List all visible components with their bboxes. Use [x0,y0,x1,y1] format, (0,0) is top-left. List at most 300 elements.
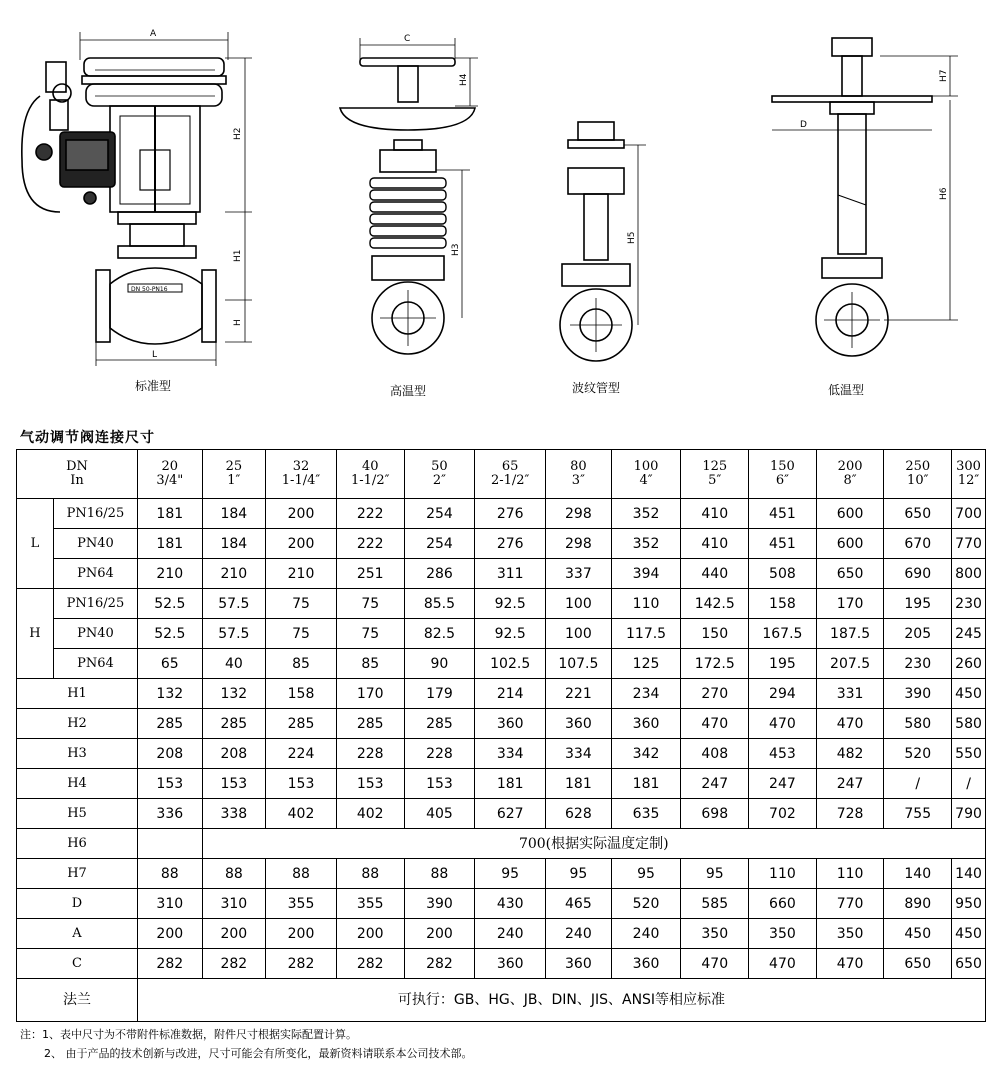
dim-h3-label: H3 [451,243,461,256]
table-row [17,889,986,919]
value-cell: 210 [137,559,202,589]
value-cell: 181 [475,769,546,799]
header-cell [611,450,681,499]
value-cell: 251 [336,559,404,589]
value-cell: 254 [404,529,475,559]
inch-value: 3/4" [156,473,184,488]
drawing-standard [22,29,252,366]
row-label: H3 [17,739,138,769]
value-cell: 153 [336,769,404,799]
table-row [17,859,986,889]
value-cell: 334 [546,739,612,769]
value-cell: 102.5 [475,649,546,679]
value-cell: 352 [611,529,681,559]
inch-value: 3″ [571,473,585,488]
value-cell: 440 [681,559,749,589]
notes [20,1025,473,1063]
value-cell: 95 [681,859,749,889]
value-cell: 210 [202,559,266,589]
value-cell: 394 [611,559,681,589]
value-cell: 200 [202,919,266,949]
value-cell: 57.5 [202,589,266,619]
dn-value: 80 [570,459,587,474]
header-cell [749,450,817,499]
table-row [17,559,986,589]
value-cell: 453 [749,739,817,769]
value-cell: 635 [611,799,681,829]
value-cell: 470 [816,949,884,979]
drawing-low-temp [772,38,958,356]
dn-value: 32 [292,459,310,474]
value-cell: 800 [952,559,986,589]
value-cell: 40 [202,649,266,679]
value-cell: 350 [681,919,749,949]
row-label: A [17,919,138,949]
value-cell: 360 [611,709,681,739]
value-cell: 107.5 [546,649,612,679]
value-cell: 698 [681,799,749,829]
header-cell [546,450,612,499]
value-cell: 88 [202,859,266,889]
pressure-label: PN16/25 [53,499,137,529]
value-cell: 650 [816,559,884,589]
value-cell: 790 [952,799,986,829]
value-cell: 360 [611,949,681,979]
dim-h7-label: H7 [939,69,949,82]
value-cell: 247 [816,769,884,799]
value-cell: 92.5 [475,619,546,649]
header-cell [336,450,404,499]
value-cell: 158 [266,679,337,709]
value-cell: 240 [546,919,612,949]
value-cell: 184 [202,499,266,529]
inch-value: 10″ [907,473,929,488]
value-cell: 285 [266,709,337,739]
header-cell [266,450,337,499]
group-label: L [17,499,54,589]
row-label: H7 [17,859,138,889]
value-cell: 153 [404,769,475,799]
value-cell: 82.5 [404,619,475,649]
dn-value: 40 [361,459,379,474]
value-cell: 600 [816,529,884,559]
table-title: 气动调节阀连接尺寸 [20,430,155,446]
dim-h4-label: H4 [459,73,469,86]
value-cell: 890 [884,889,952,919]
value-cell: 65 [137,649,202,679]
value-cell: 430 [475,889,546,919]
value-cell: / [952,769,986,799]
dim-h2-label: H2 [233,127,243,140]
value-cell: 294 [749,679,817,709]
drawing-high-temp [340,34,478,354]
value-cell: 410 [681,499,749,529]
value-cell: 150 [681,619,749,649]
value-cell: 247 [749,769,817,799]
value-cell: 408 [681,739,749,769]
value-cell: 95 [611,859,681,889]
header-cell [952,450,986,499]
value-cell: 234 [611,679,681,709]
value-cell: 276 [475,529,546,559]
value-cell: 310 [202,889,266,919]
value-cell: 181 [137,499,202,529]
inch-value: 1-1/2″ [351,473,390,488]
pressure-label: PN40 [53,619,137,649]
value-cell: 282 [336,949,404,979]
value-cell: 142.5 [681,589,749,619]
value-cell: 52.5 [137,619,202,649]
table-row-h6 [17,829,986,859]
value-cell: 208 [137,739,202,769]
value-cell: 520 [611,889,681,919]
value-cell: 670 [884,529,952,559]
value-cell: 310 [137,889,202,919]
pressure-label: PN64 [53,559,137,589]
table-row [17,499,986,529]
value-cell: 451 [749,529,817,559]
value-cell: 482 [816,739,884,769]
value-cell: 352 [611,499,681,529]
value-cell: 298 [546,499,612,529]
value-cell: / [884,769,952,799]
table-row [17,739,986,769]
value-cell: 508 [749,559,817,589]
value-cell: 402 [266,799,337,829]
dn-value: 100 [633,459,659,474]
caption-standard: 标准型 [135,379,172,393]
note-1: 注：1、表中尺寸为不带附件标准数据，附件尺寸根据实际配置计算。 [20,1028,357,1041]
value-cell: 110 [749,859,817,889]
value-cell: 334 [475,739,546,769]
header-cell [202,450,266,499]
value-cell: 140 [884,859,952,889]
caption-bellows: 波纹管型 [572,381,621,395]
value-cell: 95 [475,859,546,889]
value-cell: 228 [404,739,475,769]
value-cell: 627 [475,799,546,829]
value-cell: 600 [816,499,884,529]
value-cell: 728 [816,799,884,829]
value-cell: 184 [202,529,266,559]
pressure-label: PN64 [53,649,137,679]
value-cell: 355 [336,889,404,919]
value-cell: 331 [816,679,884,709]
value-cell: 170 [336,679,404,709]
value-cell: 350 [749,919,817,949]
value-cell: 337 [546,559,612,589]
value-cell: 470 [749,949,817,979]
table-row [17,529,986,559]
value-cell: 450 [952,919,986,949]
value-cell: 200 [266,499,337,529]
value-cell: 221 [546,679,612,709]
pressure-label: PN16/25 [53,589,137,619]
inch-value: 2-1/2″ [490,473,530,488]
value-cell: 240 [611,919,681,949]
value-cell: 200 [266,919,337,949]
value-cell: 390 [884,679,952,709]
value-cell: 360 [475,949,546,979]
caption-low-temp: 低温型 [828,383,865,397]
dim-h5-label: H5 [627,231,637,244]
value-cell: 90 [404,649,475,679]
empty-cell [137,829,202,859]
caption-high-temp: 高温型 [390,384,427,398]
value-cell: 245 [952,619,986,649]
dim-h-label: H [233,319,243,326]
value-cell: 222 [336,529,404,559]
value-cell: 125 [611,649,681,679]
row-label: H2 [17,709,138,739]
value-cell: 254 [404,499,475,529]
value-cell: 75 [266,589,337,619]
row-label: H6 [17,829,138,859]
value-cell: 285 [336,709,404,739]
header-label-dn: DN [66,459,88,474]
value-cell: 153 [266,769,337,799]
pressure-label: PN40 [53,529,137,559]
header-cell [681,450,749,499]
value-cell: 181 [546,769,612,799]
dimension-table [16,449,986,1022]
valve-drawings [0,0,1000,410]
header-cell [475,450,546,499]
value-cell: 470 [816,709,884,739]
value-cell: 342 [611,739,681,769]
value-cell: 228 [336,739,404,769]
value-cell: 100 [546,619,612,649]
value-cell: 208 [202,739,266,769]
value-cell: 282 [137,949,202,979]
header-cell [816,450,884,499]
value-cell: 285 [202,709,266,739]
value-cell: 550 [952,739,986,769]
value-cell: 286 [404,559,475,589]
value-cell: 200 [336,919,404,949]
value-cell: 260 [952,649,986,679]
value-cell: 355 [266,889,337,919]
inch-value: 5″ [708,473,722,488]
h6-text: 700(根据实际温度定制) [202,829,985,859]
value-cell: 200 [404,919,475,949]
dim-d-label: D [800,120,807,130]
value-cell: 140 [952,859,986,889]
value-cell: 700 [952,499,986,529]
value-cell: 650 [884,949,952,979]
inch-value: 2″ [432,473,446,488]
nameplate-text: DN 50-PN16 [131,286,168,293]
inch-value: 1″ [227,473,241,488]
value-cell: 181 [137,529,202,559]
value-cell: 85.5 [404,589,475,619]
table-row [17,769,986,799]
drawing-bellows [560,122,646,361]
flange-text: 可执行：GB、HG、JB、DIN、JIS、ANSI等相应标准 [137,979,985,1022]
value-cell: 88 [266,859,337,889]
value-cell: 88 [404,859,475,889]
value-cell: 702 [749,799,817,829]
dim-h6-label: H6 [939,187,949,200]
value-cell: 200 [266,529,337,559]
row-label: H4 [17,769,138,799]
value-cell: 85 [336,649,404,679]
row-label: C [17,949,138,979]
value-cell: 660 [749,889,817,919]
value-cell: 230 [952,589,986,619]
table-row [17,919,986,949]
value-cell: 465 [546,889,612,919]
row-label: H1 [17,679,138,709]
group-label: H [17,589,54,679]
note-2: 2、 由于产品的技术创新与改进，尺寸可能会有所变化，最新资料请联系本公司技术部。 [44,1047,473,1060]
dn-value: 125 [702,459,728,474]
value-cell: 360 [475,709,546,739]
inch-value: 12″ [957,473,980,488]
value-cell: 405 [404,799,475,829]
value-cell: 75 [266,619,337,649]
table-row [17,619,986,649]
value-cell: 95 [546,859,612,889]
value-cell: 158 [749,589,817,619]
table-row [17,589,986,619]
dn-value: 25 [225,459,243,474]
value-cell: 270 [681,679,749,709]
value-cell: 230 [884,649,952,679]
inch-value: 4″ [639,473,653,488]
value-cell: 585 [681,889,749,919]
row-label: D [17,889,138,919]
value-cell: 336 [137,799,202,829]
value-cell: 755 [884,799,952,829]
dn-value: 20 [161,459,179,474]
value-cell: 285 [404,709,475,739]
value-cell: 298 [546,529,612,559]
row-label: 法兰 [17,979,138,1022]
table-row [17,679,986,709]
dn-value: 150 [770,459,795,474]
value-cell: 200 [137,919,202,949]
value-cell: 224 [266,739,337,769]
value-cell: 247 [681,769,749,799]
dn-value: 50 [431,459,448,474]
value-cell: 451 [749,499,817,529]
value-cell: 132 [137,679,202,709]
value-cell: 650 [952,949,986,979]
value-cell: 153 [137,769,202,799]
dim-h1-label: H1 [233,249,243,262]
value-cell: 450 [952,679,986,709]
value-cell: 170 [816,589,884,619]
table-row [17,649,986,679]
value-cell: 470 [681,949,749,979]
value-cell: 628 [546,799,612,829]
value-cell: 450 [884,919,952,949]
dim-l-label: L [152,350,158,360]
value-cell: 360 [546,949,612,979]
dn-value: 65 [501,459,519,474]
value-cell: 187.5 [816,619,884,649]
value-cell: 172.5 [681,649,749,679]
value-cell: 410 [681,529,749,559]
dn-value: 200 [837,459,863,474]
value-cell: 276 [475,499,546,529]
value-cell: 88 [137,859,202,889]
value-cell: 214 [475,679,546,709]
inch-value: 8″ [843,473,857,488]
value-cell: 770 [952,529,986,559]
value-cell: 650 [884,499,952,529]
value-cell: 88 [336,859,404,889]
header-cell [884,450,952,499]
value-cell: 92.5 [475,589,546,619]
value-cell: 195 [884,589,952,619]
value-cell: 282 [266,949,337,979]
inch-value: 1-1/4″ [281,473,321,488]
table-row [17,709,986,739]
value-cell: 52.5 [137,589,202,619]
value-cell: 350 [816,919,884,949]
header-cell [404,450,475,499]
value-cell: 205 [884,619,952,649]
table-row [17,949,986,979]
value-cell: 770 [816,889,884,919]
value-cell: 580 [884,709,952,739]
value-cell: 690 [884,559,952,589]
dim-a-label: A [150,29,157,39]
header-label [17,450,138,499]
value-cell: 311 [475,559,546,589]
value-cell: 950 [952,889,986,919]
table-row-flange [17,979,986,1022]
table-row [17,799,986,829]
dn-value: 250 [905,459,931,474]
value-cell: 222 [336,499,404,529]
header-cell [137,450,202,499]
value-cell: 75 [336,619,404,649]
value-cell: 470 [749,709,817,739]
header-label-in: In [70,473,84,488]
value-cell: 520 [884,739,952,769]
value-cell: 195 [749,649,817,679]
row-label: H5 [17,799,138,829]
value-cell: 470 [681,709,749,739]
value-cell: 580 [952,709,986,739]
value-cell: 179 [404,679,475,709]
value-cell: 110 [816,859,884,889]
value-cell: 132 [202,679,266,709]
value-cell: 390 [404,889,475,919]
value-cell: 240 [475,919,546,949]
dn-value: 300 [956,459,981,474]
value-cell: 153 [202,769,266,799]
value-cell: 75 [336,589,404,619]
header-row [17,450,986,499]
value-cell: 100 [546,589,612,619]
dim-c-label: C [404,34,411,44]
value-cell: 117.5 [611,619,681,649]
value-cell: 181 [611,769,681,799]
value-cell: 285 [137,709,202,739]
value-cell: 282 [404,949,475,979]
value-cell: 360 [546,709,612,739]
value-cell: 282 [202,949,266,979]
value-cell: 207.5 [816,649,884,679]
value-cell: 57.5 [202,619,266,649]
value-cell: 402 [336,799,404,829]
value-cell: 210 [266,559,337,589]
value-cell: 85 [266,649,337,679]
